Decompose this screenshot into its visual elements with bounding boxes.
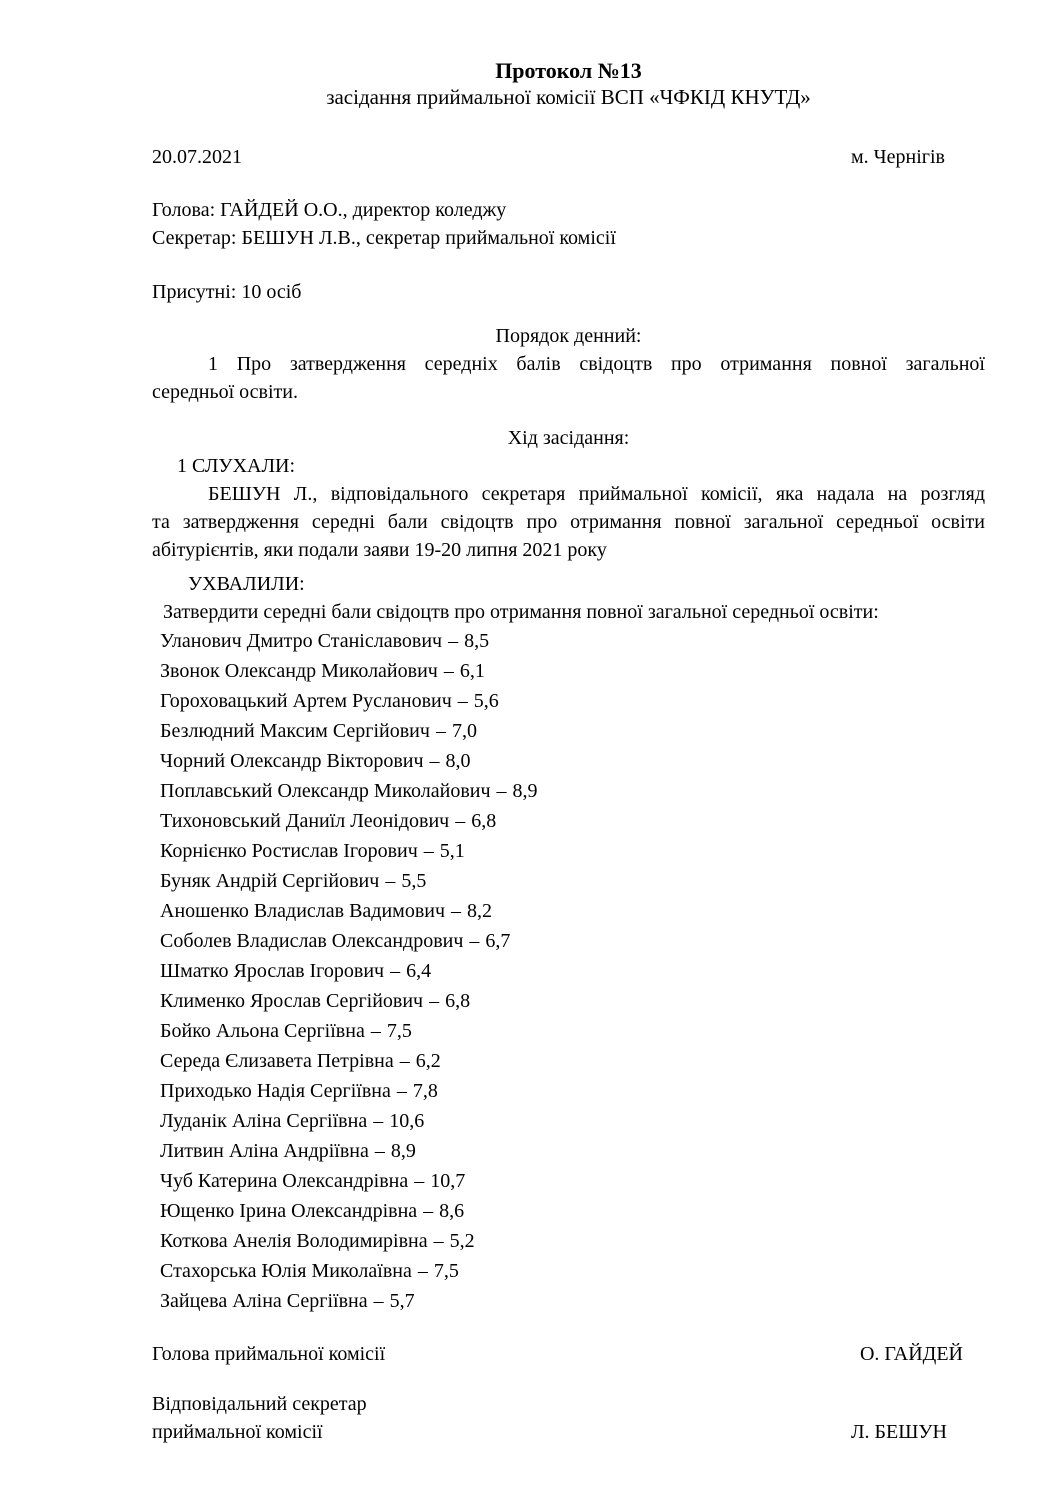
student-score: 6,8: [445, 990, 471, 1012]
dash-separator: –: [443, 660, 454, 682]
student-grade-line: [160, 1166, 985, 1196]
signature-role-chair: Голова приймальної комісії: [152, 1343, 386, 1365]
student-name: Уланович Дмитро Станіславович: [160, 630, 443, 652]
dash-separator: –: [451, 900, 462, 922]
student-name: Чорний Олександр Вікторович: [160, 750, 424, 772]
document-subtitle: засідання приймальної комісії ВСП «ЧФКІД КНУТД»: [326, 85, 811, 109]
agenda-paragraph: [152, 350, 985, 406]
dash-separator: –: [390, 960, 401, 982]
student-name: Луданік Аліна Сергіївна: [160, 1110, 368, 1132]
student-grade-line: [160, 626, 985, 656]
document-title: Протокол №13: [495, 58, 642, 83]
hearing-paragraph: [152, 480, 985, 564]
student-score: 7,8: [412, 1080, 438, 1102]
listened-label: 1 СЛУХАЛИ:: [177, 455, 296, 477]
dash-separator: –: [429, 750, 440, 772]
student-name: Чуб Катерина Олександрівна: [160, 1170, 409, 1192]
official-line: Секретар: БЕШУН Л.В., секретар приймальної комісії: [152, 227, 616, 249]
dash-separator: –: [435, 720, 446, 742]
hearing-line: абітурієнтів, яки подали заяви 19-20 липня 2021 року: [152, 539, 607, 561]
student-score: 5,2: [449, 1230, 475, 1252]
hearing-line: та затвердження середні бали свідоцтв про отримання повної загальної середньої освіти: [152, 511, 985, 533]
student-grade-line: [160, 1016, 985, 1046]
student-score: 8,9: [390, 1140, 416, 1162]
officials-block: [152, 196, 985, 252]
dash-separator: –: [396, 1080, 407, 1102]
signature-name-secretary: Л. БЕШУН: [850, 1421, 947, 1443]
student-name: Приходько Надія Сергіївна: [160, 1080, 391, 1102]
student-grade-line: [160, 836, 985, 866]
student-grade-line: [160, 686, 985, 716]
student-name: Аношенко Владислав Вадимович: [160, 900, 446, 922]
dash-separator: –: [469, 930, 480, 952]
student-grade-line: [160, 1106, 985, 1136]
agenda-line: 1 Про затвердження середніх балів свідоцтв про отримання повної загальної: [208, 353, 985, 375]
signature-name-chair: О. ГАЙДЕЙ: [859, 1343, 963, 1365]
student-score: 6,7: [485, 930, 511, 952]
student-grade-line: [160, 956, 985, 986]
student-name: Клименко Ярослав Сергійович: [160, 990, 424, 1012]
student-name: Тихоновський Даниїл Леонідович: [160, 810, 450, 832]
student-score: 5,1: [439, 840, 465, 862]
dash-separator: –: [423, 840, 434, 862]
student-score: 6,8: [471, 810, 497, 832]
student-grade-line: [160, 1196, 985, 1226]
dash-separator: –: [455, 810, 466, 832]
hearing-line: БЕШУН Л., відповідального секретаря приймальної комісії, яка надала на розгляд: [208, 483, 985, 505]
signature-role-secretary-line2: приймальної комісії: [152, 1421, 323, 1443]
student-grade-line: [160, 806, 985, 836]
dash-separator: –: [423, 1200, 434, 1222]
resolution-heading: УХВАЛИЛИ:: [188, 573, 305, 595]
dash-separator: –: [373, 1290, 384, 1312]
student-score: 7,5: [386, 1020, 412, 1042]
student-grade-line: [160, 986, 985, 1016]
dash-separator: –: [373, 1110, 384, 1132]
student-name: Коткова Анелія Володимирівна: [160, 1230, 428, 1252]
student-grade-line: [160, 1046, 985, 1076]
student-score: 8,9: [512, 780, 538, 802]
student-score: 5,6: [473, 690, 499, 712]
student-score: 10,6: [389, 1110, 425, 1132]
official-line: Голова: ГАЙДЕЙ О.О., директор коледжу: [152, 199, 507, 221]
student-name: Соболев Владислав Олександрович: [160, 930, 464, 952]
student-name: Звонок Олександр Миколайович: [160, 660, 438, 682]
student-name: Литвин Аліна Андріївна: [160, 1140, 369, 1162]
dash-separator: –: [429, 990, 440, 1012]
student-grade-line: [160, 896, 985, 926]
dash-separator: –: [448, 630, 459, 652]
student-score: 6,2: [415, 1050, 441, 1072]
student-name: Корнієнко Ростислав Ігорович: [160, 840, 418, 862]
student-score: 8,6: [439, 1200, 465, 1222]
dash-separator: –: [417, 1260, 428, 1282]
student-grade-line: [160, 1076, 985, 1106]
dash-separator: –: [385, 870, 396, 892]
student-score: 10,7: [430, 1170, 466, 1192]
student-name: Буняк Андрій Сергійович: [160, 870, 380, 892]
student-grade-line: [160, 746, 985, 776]
student-score: 6,1: [459, 660, 485, 682]
student-score: 5,7: [389, 1290, 415, 1312]
student-grade-line: [160, 1136, 985, 1166]
signatures-block: [152, 1340, 985, 1446]
student-name: Бойко Альона Сергіївна: [160, 1020, 365, 1042]
dash-separator: –: [414, 1170, 425, 1192]
student-grade-line: [160, 1226, 985, 1256]
student-grade-line: [160, 776, 985, 806]
dash-separator: –: [399, 1050, 410, 1072]
signature-role-secretary-line1: Відповідальний секретар: [152, 1393, 367, 1415]
student-score: 7,5: [433, 1260, 459, 1282]
student-score: 7,0: [451, 720, 477, 742]
student-name: Зайцева Аліна Сергіївна: [160, 1290, 368, 1312]
student-name: Стахорська Юлія Миколаївна: [160, 1260, 412, 1282]
student-name: Шматко Ярослав Ігорович: [160, 960, 385, 982]
dash-separator: –: [457, 690, 468, 712]
student-name: Поплавський Олександр Миколайович: [160, 780, 491, 802]
present-count: Присутні: 10 осіб: [152, 281, 302, 303]
signature-row-secretary: [152, 1390, 985, 1446]
student-score: 8,2: [467, 900, 493, 922]
student-grade-line: [160, 1256, 985, 1286]
student-score: 8,5: [464, 630, 490, 652]
student-score: 5,5: [401, 870, 427, 892]
student-grade-list: [152, 626, 985, 1316]
student-name: Безлюдний Максим Сергійович: [160, 720, 430, 742]
dash-separator: –: [374, 1140, 385, 1162]
document-date: 20.07.2021: [152, 146, 242, 168]
dash-separator: –: [370, 1020, 381, 1042]
resolution-intro: Затвердити середні бали свідоцтв про отримання повної загальної середньої освіти:: [163, 601, 879, 623]
document-city: м. Чернігів: [851, 146, 945, 168]
student-score: 6,4: [406, 960, 432, 982]
signature-row-chair: [152, 1340, 985, 1368]
proceedings-heading: Хід засідання:: [507, 427, 630, 449]
student-name: Ющенко Ірина Олександрівна: [160, 1200, 418, 1222]
dash-separator: –: [433, 1230, 444, 1252]
student-score: 8,0: [445, 750, 471, 772]
dash-separator: –: [496, 780, 507, 802]
agenda-heading: Порядок денний:: [495, 325, 642, 347]
student-grade-line: [160, 1286, 985, 1316]
student-grade-line: [160, 866, 985, 896]
student-grade-line: [160, 926, 985, 956]
student-name: Середа Єлизавета Петрівна: [160, 1050, 394, 1072]
student-grade-line: [160, 716, 985, 746]
student-grade-line: [160, 656, 985, 686]
dateline: [152, 144, 985, 170]
student-name: Гороховацький Артем Русланович: [160, 690, 452, 712]
agenda-line: середньої освіти.: [152, 381, 298, 403]
signature-role-secretary: [152, 1390, 367, 1446]
